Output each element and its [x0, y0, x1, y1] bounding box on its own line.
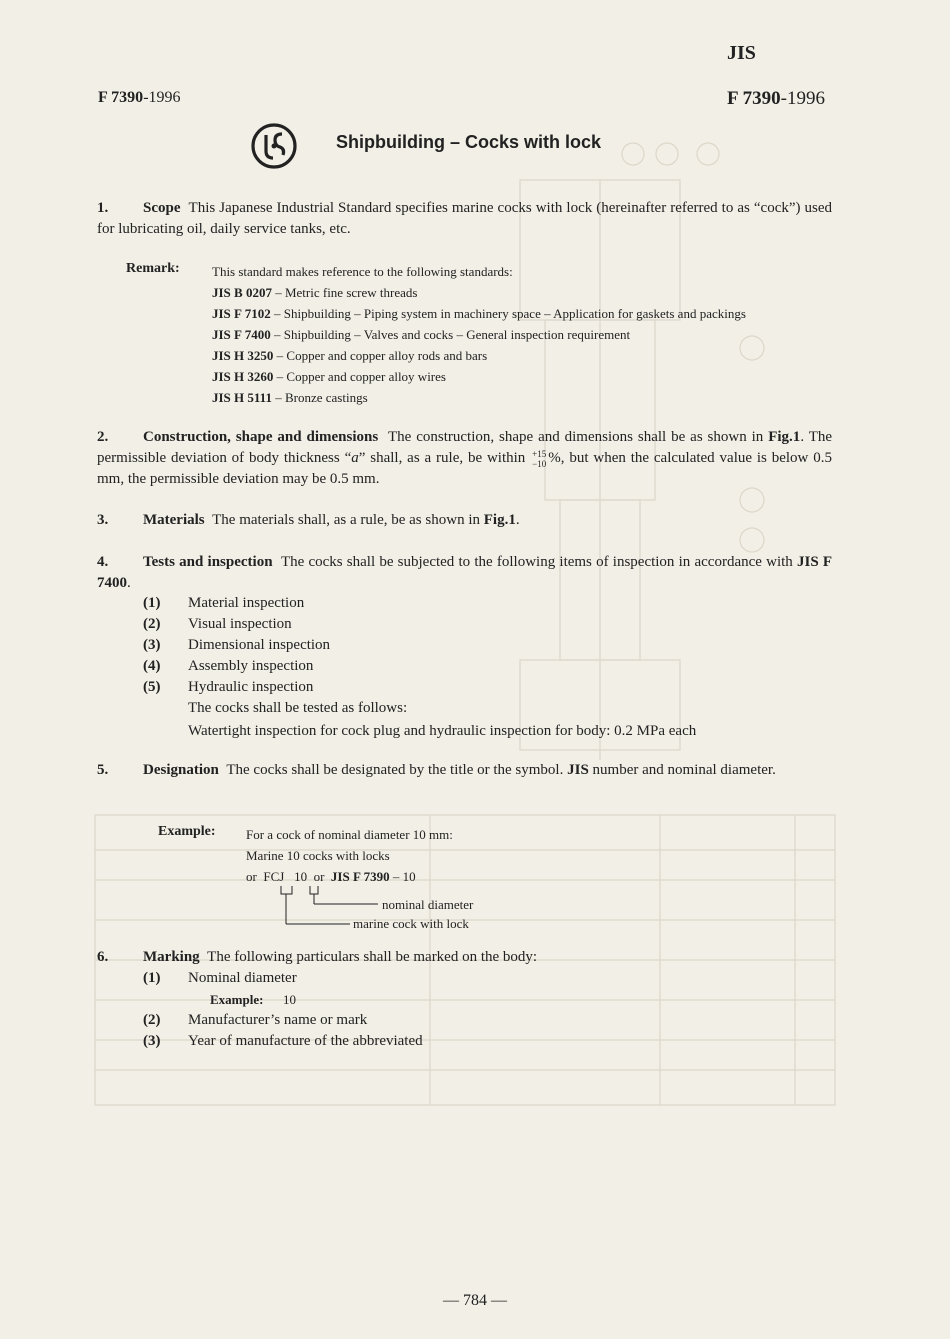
hydraulic-note: The cocks shall be tested as follows:	[188, 700, 408, 716]
reference-item: JIS H 5111 – Bronze castings	[212, 390, 368, 405]
page-number: — 784 —	[443, 1292, 507, 1309]
header-right-code: F 7390-1996	[727, 88, 825, 109]
list-item: (2) Visual inspection	[143, 616, 292, 632]
section-heading: Construction, shape and dimensions	[143, 429, 379, 445]
page-title: Shipbuilding – Cocks with lock	[336, 132, 602, 152]
annotation-nominal-diameter: nominal diameter	[382, 897, 474, 912]
marking-example: Example: 10	[210, 992, 296, 1007]
list-item: (3) Dimensional inspection	[143, 637, 331, 653]
jis-mark-icon	[249, 121, 299, 171]
list-item: (3) Year of manufacture of the abbreviated	[143, 1033, 423, 1049]
figure-reference: Fig.1	[483, 512, 516, 528]
section-heading: Scope	[143, 200, 181, 216]
list-item: (5) Hydraulic inspection	[143, 679, 314, 695]
section-designation: 5. Designation The cocks shall be designated by the title or the symbol. JIS number and nominal diameter.	[97, 762, 776, 778]
section-heading: Designation	[143, 762, 219, 778]
reference-item: JIS H 3250 – Copper and copper alloy rods and bars	[212, 348, 488, 363]
section-scope: 1. Scope This Japanese Industrial Standard specifies marine cocks with lock (hereinafter referred to as “cock”) used for lubricating oil, daily service tanks, etc.	[97, 200, 833, 237]
list-item: (1) Nominal diameter	[143, 970, 297, 986]
designation-symbol: or FCJ 10 or JIS F 7390 – 10	[246, 869, 416, 884]
section-heading: Materials	[143, 512, 205, 528]
annotation-marine-cock: marine cock with lock	[353, 916, 469, 931]
tolerance: +15 −10	[532, 448, 547, 469]
list-item: (4) Assembly inspection	[143, 658, 314, 674]
remark-label: Remark:	[126, 261, 180, 276]
section-construction: 2. Construction, shape and dimensions The construction, shape and dimensions shall be as shown in Fig.1. The permissible deviation of body thickness “a” shall, as a rule, be within +15 −10 %, but when the calculated value is below 0.5 mm, the permissible deviation may be 0.5 mm.	[97, 429, 833, 487]
example-label: Example:	[158, 824, 216, 839]
section-materials: 3. Materials The materials shall, as a rule, be as shown in Fig.1.	[97, 512, 520, 528]
reference-item: JIS B 0207 – Metric fine screw threads	[212, 285, 418, 300]
reference-item: JIS F 7400 – Shipbuilding – Valves and cocks – General inspection requirement	[212, 327, 631, 342]
section-heading: Tests and inspection	[143, 554, 273, 570]
inspection-list	[143, 593, 696, 742]
section-tests: 4. Tests and inspection The cocks shall be subjected to the following items of inspection in accordance with JIS F 7400.	[97, 554, 833, 591]
remark-list: This standard makes reference to the following standards: JIS B 0207 – Metric fine screw threads JIS F 7102 – Shipbuilding – Piping system in machinery space – Application for gaskets and packings JIS F 7400 – Shipbuilding – Valves and cocks – General inspection requirement JIS H 3250 – Copper and copper alloy rods and bars JIS H 3260 – Copper and copper alloy wires JIS H 5111 – Bronze castings	[212, 261, 746, 408]
section-marking: 6. Marking The following particulars shall be marked on the body:	[97, 949, 538, 965]
figure-reference: Fig.1	[768, 429, 801, 445]
hydraulic-pressure: Watertight inspection for cock plug and hydraulic inspection for body: 0.2 MPa each	[188, 723, 697, 739]
example-text: For a cock of nominal diameter 10 mm: Marine 10 cocks with locks or FCJ 10 or JIS F 7390 – 10	[246, 824, 453, 887]
reference-item: JIS F 7102 – Shipbuilding – Piping system in machinery space – Application for gaskets and packings	[212, 306, 746, 321]
list-item: (2) Manufacturer’s name or mark	[143, 1012, 368, 1028]
section-heading: Marking	[143, 949, 200, 965]
header-left-code: F 7390-1996	[98, 89, 181, 106]
marking-list	[143, 968, 423, 1052]
reference-item: JIS H 3260 – Copper and copper alloy wires	[212, 369, 446, 384]
jis-badge: JIS	[727, 42, 756, 64]
list-item: (1) Material inspection	[143, 595, 305, 611]
